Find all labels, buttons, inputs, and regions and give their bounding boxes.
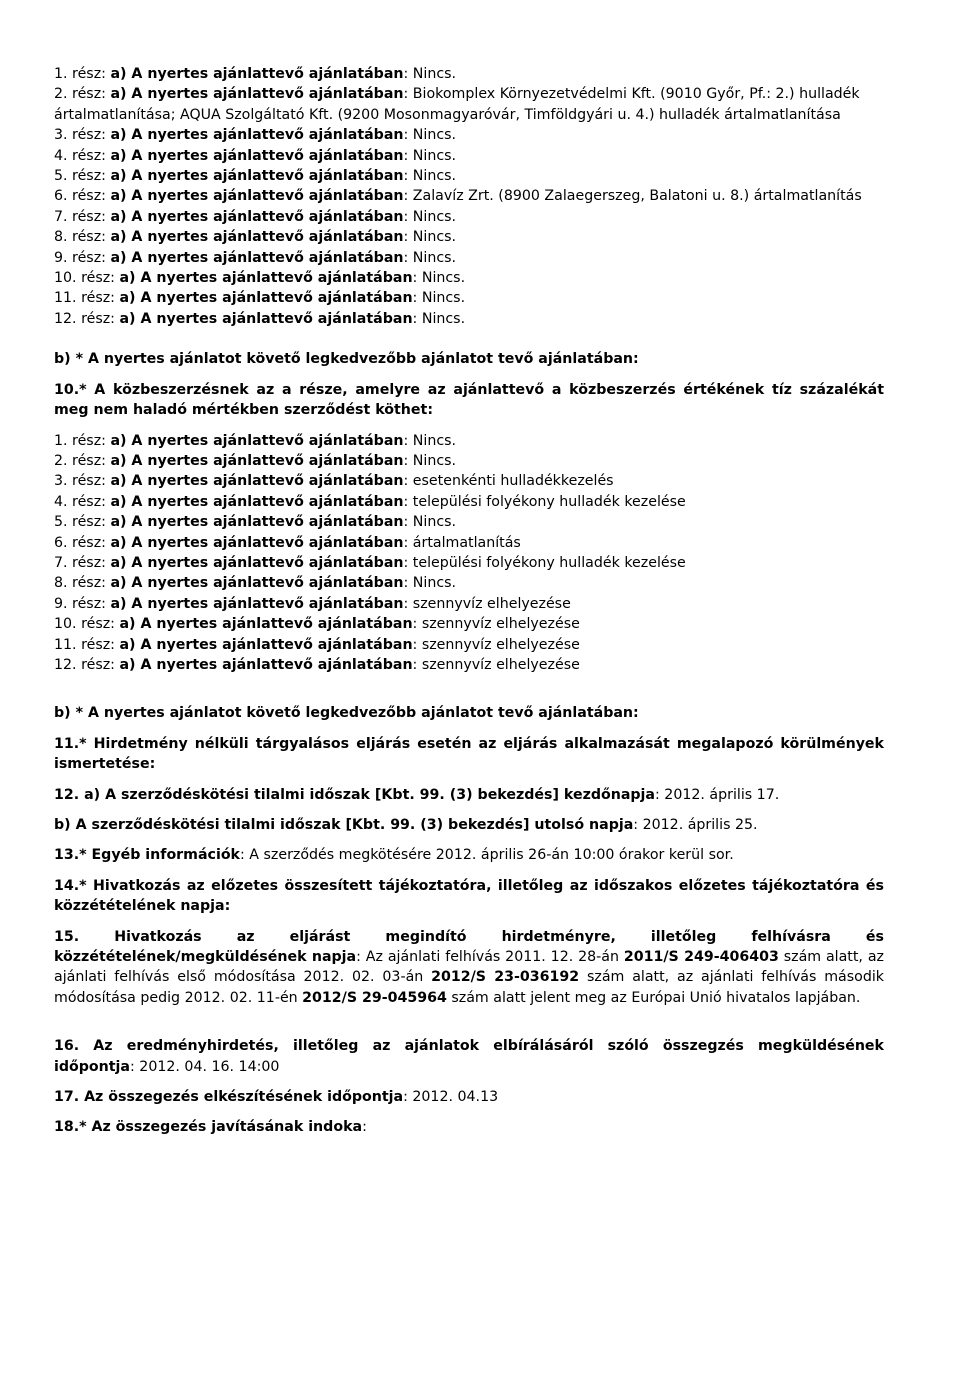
part-item: 5. rész: a) A nyertes ajánlattevő ajánlatában: Nincs.	[54, 514, 457, 531]
section-12a: 12. a) A szerződéskötési tilalmi időszak [Kbt. 99. (3) bekezdés] kezdőnapja: 2012. április 17.	[54, 786, 780, 803]
part-item: 6. rész: a) A nyertes ajánlattevő ajánlatában: ártalmatlanítás	[54, 534, 521, 551]
part-item: 11. rész: a) A nyertes ajánlattevő ajánlatában: szennyvíz elhelyezése	[54, 636, 580, 653]
part-item: 1. rész: a) A nyertes ajánlattevő ajánlatában: Nincs.	[54, 432, 457, 449]
section-9-b-heading: b) * A nyertes ajánlatot követő legkedvezőbb ajánlatot tevő ajánlatában:	[54, 351, 639, 368]
part-item: 3. rész: a) A nyertes ajánlattevő ajánlatában: esetenkénti hulladékkezelés	[54, 473, 614, 490]
section-12b: b) A szerződéskötési tilalmi időszak [Kbt. 99. (3) bekezdés] utolsó napja: 2012. április 25.	[54, 817, 758, 833]
section-14-heading: 14.* Hivatkozás az előzetes összesített tájékoztatóra, illetőleg az időszakos előzetes tájékoztatóra és közzétételének napja:	[54, 877, 884, 915]
part-item: 11. rész: a) A nyertes ajánlattevő ajánlatában: Nincs.	[54, 290, 466, 307]
part-item: 2. rész: a) A nyertes ajánlattevő ajánlatában: Biokomplex Környezetvédelmi Kft. (9010 Győr, Pf.: 2.) hulladék ártalmatlanítása; AQUA Szolgáltató Kft. (9200 Mosonmagyaróvár, Timföldgyári u. 4.) hulladék ártalmatlanítása	[54, 86, 860, 123]
part-item: 1. rész: a) A nyertes ajánlattevő ajánlatában: Nincs.	[54, 66, 457, 82]
section-18: 18.* Az összegezés javításának indoka:	[54, 1119, 367, 1136]
section-16: 16. Az eredményhirdetés, illetőleg az ajánlatok elbírálásáról szóló összegzés megküldésének időpontja: 2012. 04. 16. 14:00	[54, 1038, 884, 1075]
section-10-parts	[54, 431, 884, 676]
part-item: 5. rész: a) A nyertes ajánlattevő ajánlatában: Nincs.	[54, 168, 457, 185]
part-item: 7. rész: a) A nyertes ajánlattevő ajánlatában: települési folyékony hulladék kezelése	[54, 554, 686, 571]
section-17: 17. Az összegezés elkészítésének időpontja: 2012. 04.13	[54, 1089, 499, 1106]
section-10-heading: 10.* A közbeszerzésnek az a része, amelyre az ajánlattevő a közbeszerzés értékének tíz százalékát meg nem haladó mértékben szerződést köthet:	[54, 381, 884, 419]
part-item: 4. rész: a) A nyertes ajánlattevő ajánlatában: települési folyékony hulladék kezelése	[54, 493, 686, 510]
part-item: 12. rész: a) A nyertes ajánlattevő ajánlatában: szennyvíz elhelyezése	[54, 656, 580, 673]
part-item: 2. rész: a) A nyertes ajánlattevő ajánlatában: Nincs.	[54, 452, 457, 469]
part-item: 12. rész: a) A nyertes ajánlattevő ajánlatában: Nincs.	[54, 310, 466, 327]
part-item: 10. rész: a) A nyertes ajánlattevő ajánlatában: Nincs.	[54, 270, 466, 287]
part-item: 4. rész: a) A nyertes ajánlattevő ajánlatában: Nincs.	[54, 147, 457, 164]
part-item: 8. rész: a) A nyertes ajánlattevő ajánlatában: Nincs.	[54, 229, 457, 246]
part-item: 6. rész: a) A nyertes ajánlattevő ajánlatában: Zalavíz Zrt. (8900 Zalaegerszeg, Balatoni u. 8.) ártalmatlanítás	[54, 188, 862, 205]
part-item: 9. rész: a) A nyertes ajánlattevő ajánlatában: Nincs.	[54, 249, 457, 266]
section-11-heading: 11.* Hirdetmény nélküli tárgyalásos eljárás esetén az eljárás alkalmazását megalapozó körülmények ismertetése:	[54, 735, 884, 773]
section-9-parts	[54, 64, 884, 329]
part-item: 8. rész: a) A nyertes ajánlattevő ajánlatában: Nincs.	[54, 575, 457, 592]
section-15: 15. Hivatkozás az eljárást megindító hirdetményre, illetőleg felhívásra és közzétételének/megküldésének napja: Az ajánlati felhívás 2011. 12. 28-án 2011/S 249-406403 szám alatt, az ajánlati felhívás első módosítása 2012. 02. 03-án 2012/S 23-036192 szám alatt, az ajánlati felhívás második módosítása pedig 2012. 02. 11-én 2012/S 29-045964 szám alatt jelent meg az Európai Unió hivatalos lapjában.	[54, 928, 884, 1006]
part-item: 10. rész: a) A nyertes ajánlattevő ajánlatában: szennyvíz elhelyezése	[54, 616, 580, 633]
section-10-b-heading: b) * A nyertes ajánlatot követő legkedvezőbb ajánlatot tevő ajánlatában:	[54, 705, 639, 722]
part-item: 3. rész: a) A nyertes ajánlattevő ajánlatában: Nincs.	[54, 127, 457, 144]
part-item: 9. rész: a) A nyertes ajánlattevő ajánlatában: szennyvíz elhelyezése	[54, 595, 571, 612]
section-13: 13.* Egyéb információk: A szerződés megkötésére 2012. április 26-án 10:00 órakor kerül sor.	[54, 847, 734, 864]
part-item: 7. rész: a) A nyertes ajánlattevő ajánlatában: Nincs.	[54, 208, 457, 225]
